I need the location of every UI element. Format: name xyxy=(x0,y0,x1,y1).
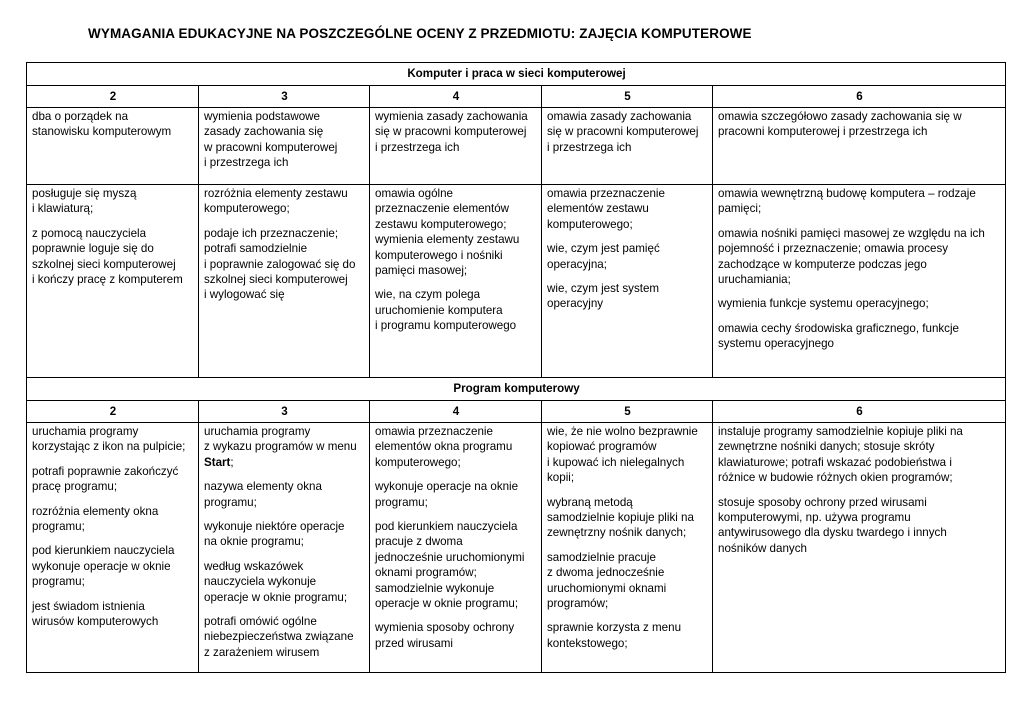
requirement-text: stosuje sposoby ochrony przed wirusami komputerowymi, np. używa programu antywirusowego dla dysku twardego i innych nośników danych xyxy=(718,495,947,555)
requirement-text: wie, że nie wolno bezprawnie kopiować programów i kupować ich nielegalnych kopii; xyxy=(547,425,698,485)
requirement-cell xyxy=(713,423,1006,673)
requirement-text-suffix: ; xyxy=(230,455,234,469)
requirement-cell xyxy=(199,185,370,378)
grade-header: 2 xyxy=(27,401,199,423)
requirement-text: sprawnie korzysta z menu kontekstowego; xyxy=(547,621,682,650)
requirement-text: według wskazówek nauczyciela wykonuje operacje w oknie programu; xyxy=(204,559,348,604)
grade-header: 4 xyxy=(370,401,542,423)
requirement-text: wykonuje niektóre operacje na oknie programu; xyxy=(204,520,345,549)
requirement-text: nazywa elementy okna programu; xyxy=(204,480,322,509)
grade-header: 2 xyxy=(27,86,199,108)
section-heading: Program komputerowy xyxy=(27,378,1006,401)
requirement-cell xyxy=(199,108,370,185)
requirement-text: jest świadom istnienia wirusów komputerowych xyxy=(32,599,159,629)
requirement-text: wymienia zasady zachowania się w pracowni komputerowej i przestrzega ich xyxy=(375,110,528,154)
requirement-text: omawia szczegółowo zasady zachowania się w pracowni komputerowej i przestrzega ich xyxy=(718,110,962,139)
requirement-text: omawia nośniki pamięci masowej ze względu na ich pojemność i przeznaczenie; omawia procesy zachodzące w komputerze podczas jego uruchamiania; xyxy=(718,226,985,287)
requirement-cell xyxy=(27,108,199,185)
requirement-text: wymienia podstawowe zasady zachowania się w pracowni komputerowej i przestrzega ich xyxy=(204,110,338,170)
requirement-text: omawia cechy środowiska graficznego, funkcje systemu operacyjnego xyxy=(718,321,960,351)
requirement-cell xyxy=(542,185,713,378)
requirement-cell xyxy=(542,108,713,185)
requirement-text: potrafi omówić ogólne niebezpieczeństwa związane z zarażeniem wirusem xyxy=(204,615,354,659)
grade-header: 5 xyxy=(542,401,713,423)
requirement-cell xyxy=(713,108,1006,185)
requirement-text: wie, czym jest pamięć operacyjna; xyxy=(547,242,660,271)
requirement-cell xyxy=(27,185,199,378)
requirement-text: uruchamia programy korzystając z ikon na pulpicie; xyxy=(32,425,186,454)
requirement-text: pod kierunkiem nauczyciela pracuje z dwoma jednocześnie uruchomionymi oknami programów; samodzielnie wykonuje operacje w oknie programu; xyxy=(375,520,525,611)
requirement-cell xyxy=(542,423,713,673)
grade-header-row xyxy=(27,86,1006,108)
requirement-cell xyxy=(370,423,542,673)
requirement-text: wie, czym jest system operacyjny xyxy=(547,282,660,311)
requirement-text: samodzielnie pracuje z dwoma jednocześnie uruchomionymi oknami programów; xyxy=(547,550,667,611)
page-title: WYMAGANIA EDUKACYJNE NA POSZCZEGÓLNE OCENY Z PRZEDMIOTU: ZAJĘCIA KOMPUTEROWE xyxy=(88,26,752,41)
requirement-text: wie, na czym polega uruchomienie komputera i programu komputerowego xyxy=(375,288,517,333)
requirement-text: podaje ich przeznaczenie; potrafi samodzielnie i poprawnie zalogować się do szkolnej sieci komputerowej i wylogować się xyxy=(204,226,356,302)
requirement-text: rozróżnia elementy okna programu; xyxy=(32,504,159,534)
requirement-text: rozróżnia elementy zestawu komputerowego; xyxy=(204,187,348,216)
grade-header: 6 xyxy=(713,401,1006,423)
requirement-text: wykonuje operacje na oknie programu; xyxy=(375,480,519,509)
requirement-text: omawia przeznaczenie elementów zestawu komputerowego; xyxy=(547,187,665,231)
requirements-table xyxy=(26,62,1006,673)
requirement-paragraph xyxy=(204,424,365,470)
grade-header: 3 xyxy=(199,401,370,423)
section-heading-row xyxy=(27,378,1006,401)
requirement-text: omawia przeznaczenie elementów okna programu komputerowego; xyxy=(375,425,513,469)
requirement-cell xyxy=(199,423,370,673)
table-row xyxy=(27,185,1006,378)
requirement-cell xyxy=(370,185,542,378)
requirement-text: pod kierunkiem nauczyciela wykonuje operacje w oknie programu; xyxy=(32,544,175,589)
requirement-text: omawia zasady zachowania się w pracowni komputerowej i przestrzega ich xyxy=(547,110,699,154)
requirement-text: instaluje programy samodzielnie kopiuje pliki na zewnętrzne nośniki danych; stosuje skróty klawiaturowe; potrafi wskazać podobieństwa i różnice w budowie różnych okien programów; xyxy=(718,425,963,485)
requirement-text: omawia wewnętrzną budowę komputera – rodzaje pamięci; xyxy=(718,187,976,216)
table-row xyxy=(27,108,1006,185)
grade-header-row xyxy=(27,401,1006,423)
requirement-cell xyxy=(27,423,199,673)
grade-header: 6 xyxy=(713,86,1006,108)
table-row xyxy=(27,423,1006,673)
requirement-text: z pomocą nauczyciela poprawnie loguje się do szkolnej sieci komputerowej i kończy pracę z komputerem xyxy=(32,226,183,287)
requirement-text: potrafi poprawnie zakończyć pracę programu; xyxy=(32,464,179,494)
requirement-text: uruchamia programy z wykazu programów w menu xyxy=(204,425,357,454)
grade-header: 5 xyxy=(542,86,713,108)
requirement-text: posługuje się myszą i klawiaturą; xyxy=(32,187,137,216)
requirement-text: wymienia sposoby ochrony przed wirusami xyxy=(375,621,515,650)
requirement-text: wymienia funkcje systemu operacyjnego; xyxy=(718,297,929,311)
requirement-text: omawia ogólne przeznaczenie elementów zestawu komputerowego; wymienia elementy zestawu komputerowego i nośniki pamięci masowej; xyxy=(375,187,520,278)
section-heading-row xyxy=(27,63,1006,86)
section-heading: Komputer i praca w sieci komputerowej xyxy=(27,63,1006,86)
requirement-text: wybraną metodą samodzielnie kopiuje pliki na zewnętrzny nośnik danych; xyxy=(547,495,694,540)
requirement-cell xyxy=(370,108,542,185)
grade-header: 3 xyxy=(199,86,370,108)
requirement-text: dba o porządek na stanowisku komputerowym xyxy=(32,110,172,139)
grade-header: 4 xyxy=(370,86,542,108)
start-menu-term: Start xyxy=(204,455,231,469)
requirement-cell xyxy=(713,185,1006,378)
